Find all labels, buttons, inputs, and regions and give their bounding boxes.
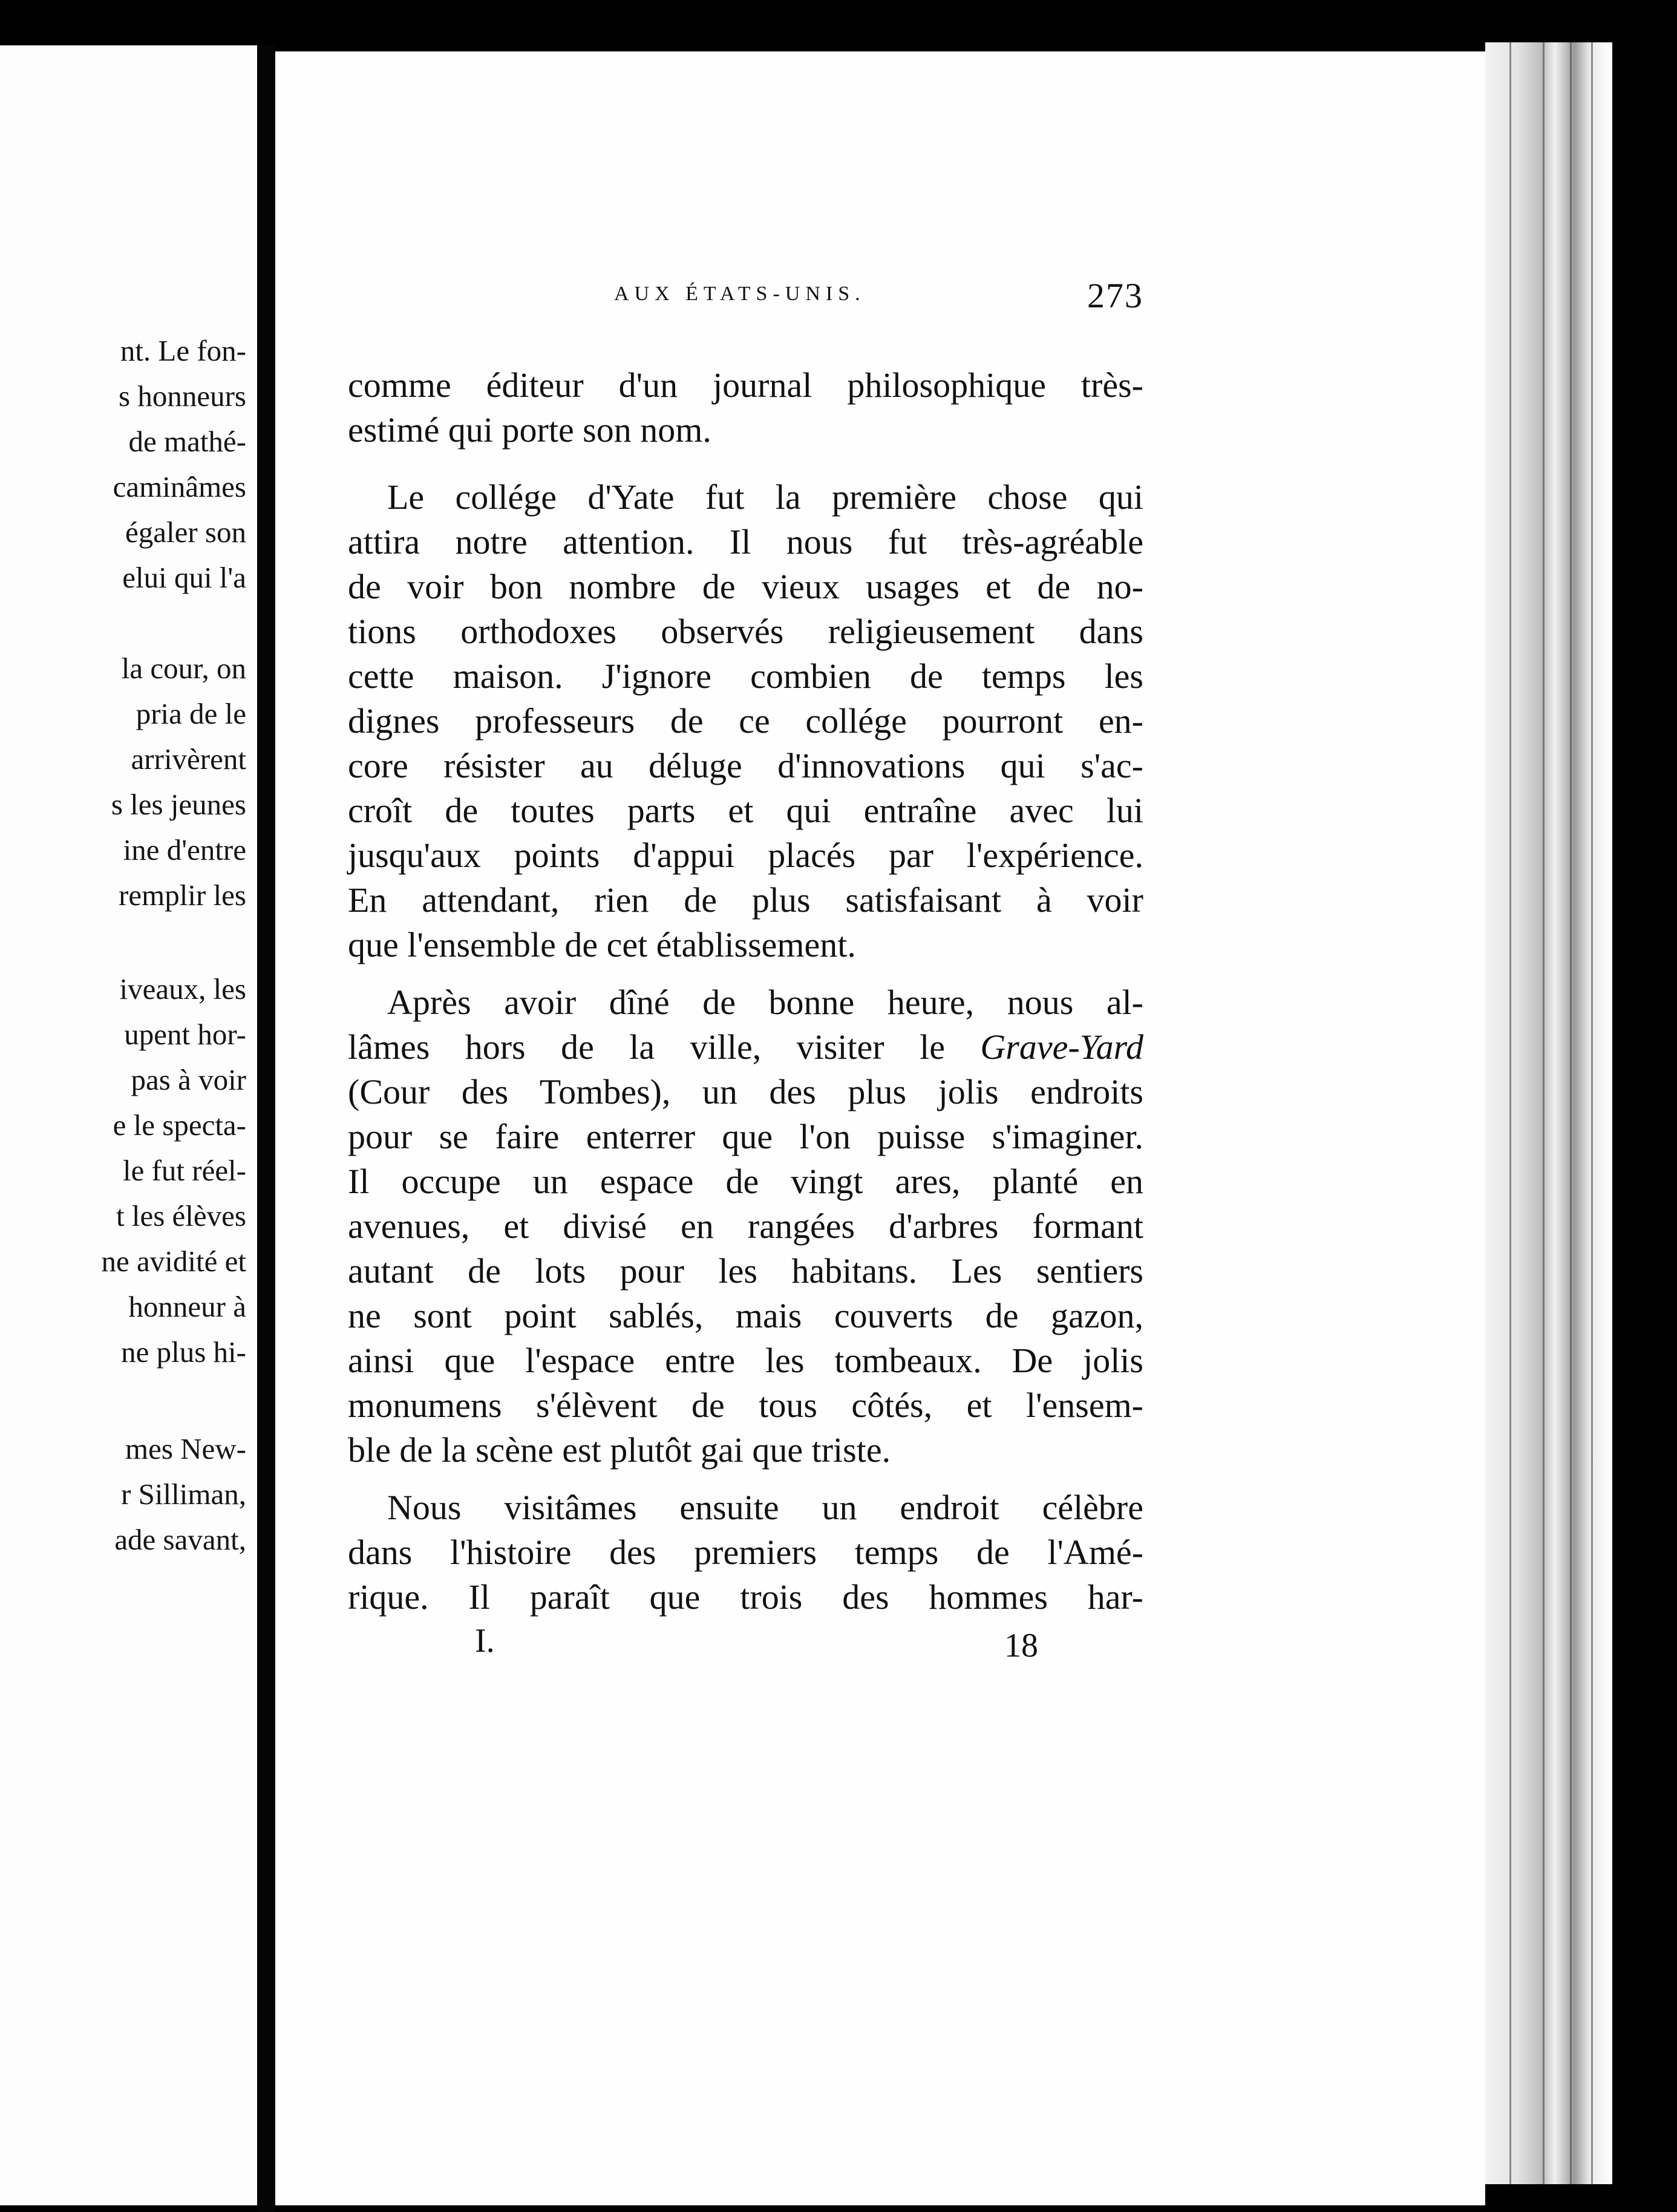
previous-page-line: pria de le: [136, 697, 246, 730]
previous-page-line: mes New-: [125, 1432, 246, 1465]
previous-page-line: remplir les: [119, 879, 246, 912]
previous-page-line: iveaux, les: [119, 972, 246, 1006]
previous-page-line: t les élèves: [116, 1199, 246, 1232]
previous-page-line: caminâmes: [113, 470, 246, 503]
previous-page-line: e le specta-: [113, 1108, 246, 1142]
text-line: attira notre attention. Il nous fut très-agréable: [348, 522, 1143, 561]
text-line: dignes professeurs de ce collége pourront en-: [348, 701, 1143, 741]
text-line: pour se faire enterrer que l'on puisse s'imaginer.: [348, 1117, 1143, 1156]
previous-page-line: honneur à: [128, 1290, 246, 1323]
text-line: croît de toutes parts et qui entraîne avec lui: [348, 791, 1143, 830]
previous-page: [0, 45, 257, 2205]
previous-page-line: r Silliman,: [121, 1477, 246, 1511]
italic-term: Grave-Yard: [980, 1027, 1144, 1067]
text-line: ble de la scène est plutôt gai que triste.: [348, 1430, 891, 1470]
text-line: (Cour des Tombes), un des plus jolis endroits: [348, 1072, 1143, 1111]
page-edges: [1485, 42, 1612, 2184]
book-gutter: [257, 45, 275, 2212]
running-head-title: AUX ÉTATS-UNIS.: [614, 283, 866, 305]
text-line: comme éditeur d'un journal philosophique très-: [348, 365, 1143, 405]
text-line: Le collége d'Yate fut la première chose qui: [387, 477, 1143, 517]
page-footer: [348, 1621, 1143, 1670]
previous-page-line: de mathé-: [128, 425, 246, 458]
text-line: tions orthodoxes observés religieusement dans: [348, 612, 1143, 651]
text-line: En attendant, rien de plus satisfaisant à voir: [348, 880, 1143, 920]
text-line: estimé qui porte son nom.: [348, 410, 711, 450]
text-line: rique. Il paraît que trois des hommes har-: [348, 1577, 1143, 1617]
signature-mark: I.: [475, 1622, 495, 1660]
previous-page-line: arrivèrent: [131, 742, 246, 776]
previous-page-line: elui qui l'a: [122, 561, 246, 594]
previous-page-line: pas à voir: [131, 1063, 246, 1096]
previous-page-line: ne plus hi-: [121, 1335, 246, 1369]
previous-page-line: ne avidité et: [101, 1245, 246, 1278]
previous-page-line: nt. Le fon-: [120, 334, 246, 367]
previous-page-line: s les jeunes: [111, 788, 246, 821]
text-line: avenues, et divisé en rangées d'arbres formant: [348, 1206, 1143, 1246]
running-head: [348, 275, 1143, 318]
text-line: jusqu'aux points d'appui placés par l'expérience.: [348, 836, 1143, 875]
text-line: Après avoir dîné de bonne heure, nous al-: [387, 983, 1143, 1022]
text-line: Nous visitâmes ensuite un endroit célèbre: [387, 1488, 1143, 1527]
text-line: Il occupe un espace de vingt ares, planté en: [348, 1162, 1143, 1201]
paragraph-2: [348, 475, 1143, 967]
text-line: que l'ensemble de cet établissement.: [348, 925, 856, 964]
previous-page-line: upent hor-: [124, 1018, 246, 1051]
text-line: core résister au déluge d'innovations qui s'ac-: [348, 746, 1143, 785]
previous-page-line: la cour, on: [121, 652, 246, 685]
text-line-with-term: [348, 1025, 1143, 1070]
text-line: dans l'histoire des premiers temps de l'Amé-: [348, 1533, 1143, 1572]
text-line: ainsi que l'espace entre les tombeaux. De jolis: [348, 1341, 1143, 1380]
text-segment: lâmes hors de la ville, visiter le: [348, 1027, 945, 1067]
paragraph-3: [348, 980, 1143, 1473]
previous-page-line: s honneurs: [119, 379, 246, 413]
paragraph-4: [348, 1485, 1143, 1620]
previous-page-line: ine d'entre: [123, 833, 246, 866]
text-line: monumens s'élèvent de tous côtés, et l'ensem-: [348, 1386, 1143, 1425]
text-line: autant de lots pour les habitans. Les sentiers: [348, 1251, 1143, 1291]
sheet-number: 18: [1004, 1627, 1038, 1664]
text-line: cette maison. J'ignore combien de temps les: [348, 656, 1143, 696]
text-line: ne sont point sablés, mais couverts de gazon,: [348, 1296, 1143, 1335]
previous-page-line: égaler son: [125, 515, 246, 549]
previous-page-line: ade savant,: [114, 1523, 246, 1556]
previous-page-line: le fut réel-: [122, 1154, 246, 1187]
text-line: de voir bon nombre de vieux usages et de no-: [348, 567, 1143, 606]
page-number: 273: [1087, 276, 1143, 315]
paragraph-1: [348, 363, 1143, 453]
